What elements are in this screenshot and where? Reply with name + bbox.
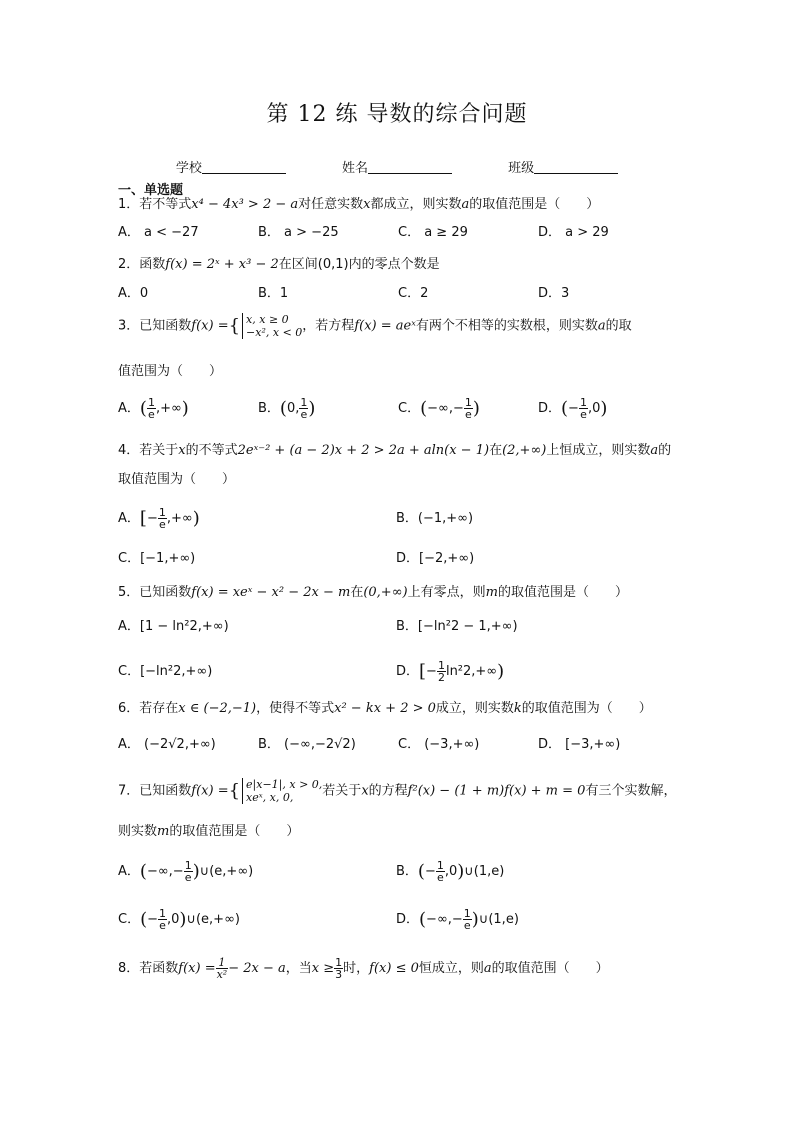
- question-4-options-row-2: [118, 550, 678, 568]
- piecewise-definition: x, x ≥ 0 −x², x < 0: [242, 313, 302, 339]
- question-3-options: [118, 397, 678, 420]
- option-c[interactable]: C．[−1,+∞): [118, 551, 196, 566]
- class-blank[interactable]: [534, 161, 618, 174]
- option-b[interactable]: B．(− $\frac{1}{e}$ ,0)∪(1,e): [396, 859, 505, 884]
- school-field: 学校: [176, 157, 286, 176]
- question-5-options-row-2: [118, 660, 678, 683]
- question-5: 5．已知函数f(x) = xeˣ − x² − 2x − m在(0,+∞)上有零点，则m的取值范围是（ ）: [118, 585, 628, 600]
- option-d[interactable]: D． [−3,+∞): [538, 737, 621, 752]
- option-d[interactable]: D．3: [538, 286, 570, 301]
- page-title: 第 12 练 导数的综合问题: [266, 102, 528, 127]
- question-1: 1．若不等式x⁴ − 4x³ > 2 − a对任意实数x都成立，则实数a的取值范围是（ ）: [118, 197, 600, 212]
- option-a[interactable]: A． (−2√2,+∞): [118, 737, 216, 752]
- option-d[interactable]: D．[− $\frac{1}{2}$ ln²2,+∞): [396, 659, 505, 684]
- question-4-line-2: 取值范围为（ ）: [118, 472, 236, 487]
- option-a[interactable]: A．( $\frac{1}{e}$ ,+∞): [118, 396, 189, 421]
- question-2: 2．函数f(x) = 2ˣ + x³ − 2在区间(0,1)内的零点个数是: [118, 257, 440, 272]
- question-4-options-row-1: [118, 507, 678, 530]
- question-7-line-2: 则实数m的取值范围是（ ）: [118, 824, 300, 839]
- question-4: 4．若关于x的不等式2eˣ⁻² + (a − 2)x + 2 > 2a + aln(x − 1)在(2,+∞)上恒成立，则实数a的: [118, 443, 672, 458]
- question-7-options-row-2: [118, 908, 678, 931]
- option-d[interactable]: D． a > 29: [538, 225, 609, 240]
- option-a[interactable]: A．[− $\frac{1}{e}$ ,+∞): [118, 506, 200, 531]
- question-8: 8．若函数f(x) = $\frac{1}{\text{x²}}$ − 2x − a，当x ≥ $\frac{1}{3}$ 时，f(x) ≤ 0恒成立，则a的取值范围（ ）: [118, 956, 609, 981]
- question-6: 6．若存在x ∈ (−2,−1)，使得不等式x² − kx + 2 > 0成立，则实数k的取值范围为（ ）: [118, 701, 652, 716]
- option-c[interactable]: C．(− $\frac{1}{e}$ ,0)∪(e,+∞): [118, 907, 240, 932]
- name-field: 姓名: [342, 157, 452, 176]
- option-b[interactable]: B．(0, $\frac{1}{e}$ ): [258, 396, 316, 421]
- option-d[interactable]: D．[−2,+∞): [396, 551, 475, 566]
- name-blank[interactable]: [368, 161, 452, 174]
- question-7: 7．已知函数f(x) ={ e|x−1|, x > 0, xeˣ, x, 0, 若关于x的方程f²(x) − (1 + m)f(x) + m = 0有三个实数解，: [118, 778, 677, 804]
- question-6-options: [118, 736, 678, 754]
- option-c[interactable]: C．[−ln²2,+∞): [118, 664, 213, 679]
- class-field: 班级: [508, 157, 618, 176]
- option-b[interactable]: B．[−ln²2 − 1,+∞): [396, 619, 518, 634]
- student-info-row: [0, 157, 794, 176]
- option-a[interactable]: A． a < −27: [118, 225, 199, 240]
- section-heading: 一、单选题: [118, 183, 184, 198]
- question-7-options-row-1: [118, 860, 678, 883]
- question-5-options-row-1: [118, 618, 678, 636]
- option-c[interactable]: C．(−∞,− $\frac{1}{e}$ ): [398, 396, 480, 421]
- option-b[interactable]: B．1: [258, 286, 289, 301]
- option-c[interactable]: C． (−3,+∞): [398, 737, 480, 752]
- option-a[interactable]: A．0: [118, 286, 149, 301]
- question-1-options: [118, 224, 678, 242]
- option-b[interactable]: B． a > −25: [258, 225, 339, 240]
- question-2-options: [118, 285, 678, 303]
- option-a[interactable]: A．[1 − ln²2,+∞): [118, 619, 229, 634]
- question-3: 3．已知函数f(x) ={ x, x ≥ 0 −x², x < 0，若方程f(x) = aeˣ有两个不相等的实数根，则实数a的取: [118, 313, 632, 339]
- option-b[interactable]: B． (−∞,−2√2): [258, 737, 356, 752]
- option-d[interactable]: D．(−∞,− $\frac{1}{e}$ )∪(1,e): [396, 907, 519, 932]
- option-c[interactable]: C．2: [398, 286, 429, 301]
- piecewise-definition: e|x−1|, x > 0, xeˣ, x, 0,: [242, 778, 322, 804]
- option-c[interactable]: C． a ≥ 29: [398, 225, 468, 240]
- option-a[interactable]: A．(−∞,− $\frac{1}{e}$ )∪(e,+∞): [118, 859, 254, 884]
- question-3-line-2: 值范围为（ ）: [118, 364, 223, 379]
- option-b[interactable]: B．(−1,+∞): [396, 511, 474, 526]
- option-d[interactable]: D．(− $\frac{1}{e}$ ,0): [538, 396, 608, 421]
- school-blank[interactable]: [202, 161, 286, 174]
